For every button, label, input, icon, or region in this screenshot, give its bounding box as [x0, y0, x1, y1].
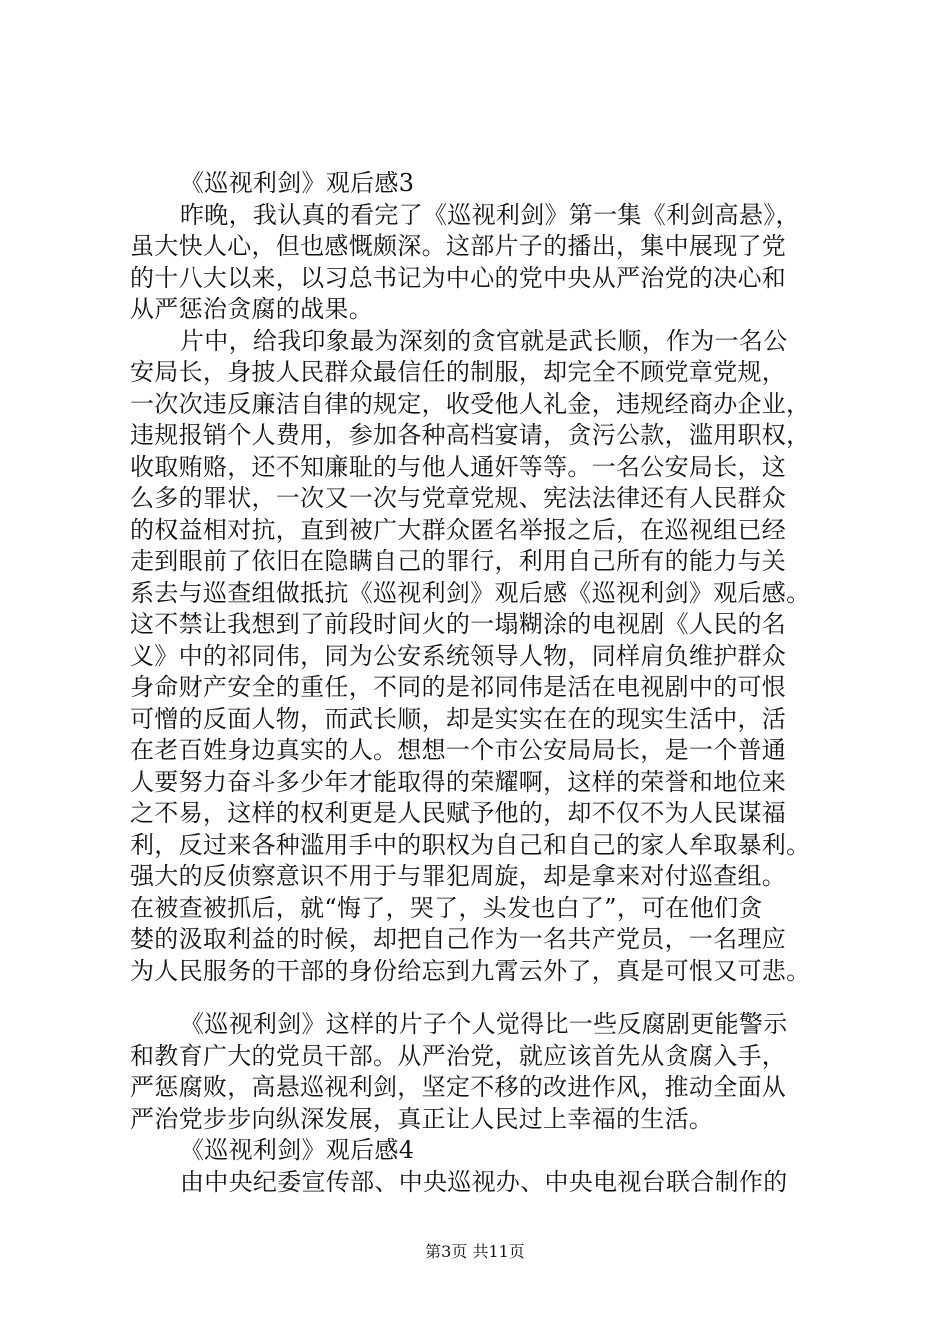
paragraph-line: 婪的汲取利益的时候，却把自己作为一名共产党员，一名理应 — [130, 925, 787, 953]
paragraph-line: 片中，给我印象最为深刻的贪官就是武长顺，作为一名公 — [180, 326, 788, 355]
paragraph-line: 一次次违反廉洁自律的规定，收受他人礼金，违规经商办企业， — [130, 389, 811, 418]
paragraph-gap — [130, 987, 830, 1009]
paragraph-line: 由中央纪委宣传部、中央巡视办、中央电视台联合制作的 — [180, 1167, 788, 1196]
page-number-footer: 第3页 共11页 — [425, 1242, 525, 1261]
paragraph-line: 走到眼前了依旧在隐瞒自己的罪行，利用自己所有的能力与关 — [130, 547, 787, 575]
paragraph-line: 为人民服务的干部的身份给忘到九霄云外了，真是可恨又可悲。 — [130, 956, 811, 985]
paragraph-line: 《巡视利剑》这样的片子个人觉得比一些反腐剧更能警示 — [180, 1010, 788, 1038]
paragraph-line: 的权益相对抗，直到被广大群众匿名举报之后，在巡视组已经 — [130, 515, 787, 544]
paragraph-line: 身命财产安全的重任，不同的是祁同伟是活在电视剧中的可恨 — [130, 673, 787, 701]
paragraph-line: 严治党步步向纵深发展，真正让人民过上幸福的生活。 — [130, 1104, 714, 1133]
paragraph-line: 虽大快人心，但也感慨颇深。这部片子的播出，集中展现了党 — [130, 232, 787, 260]
paragraph-line: 和教育广大的党员干部。从严治党，就应该首先从贪腐入手， — [130, 1041, 787, 1070]
paragraph-line: 可憎的反面人物，而武长顺，却是实实在在的现实生活中，活 — [130, 704, 787, 733]
paragraph-line: 昨晚，我认真的看完了《巡视利剑》第一集《利剑高悬》， — [180, 200, 800, 229]
paragraph-line: 安局长，身披人民群众最信任的制服，却完全不顾党章党规， — [130, 358, 787, 386]
paragraph-line: 义》中的祁同伟，同为公安系统领导人物，同样肩负维护群众 — [130, 641, 787, 670]
section-title: 《巡视利剑》观后感3 — [180, 169, 415, 197]
paragraph-line: 强大的反侦察意识不用于与罪犯周旋，却是拿来对付巡查组。 — [130, 862, 787, 890]
paragraph-line: 收取贿赂，还不知廉耻的与他人通奸等等。一名公安局长，这 — [130, 452, 787, 481]
paragraph-line: 违规报销个人费用，参加各种高档宴请，贪污公款，滥用职权， — [130, 421, 811, 449]
paragraph-line: 系去与巡查组做抵抗《巡视利剑》观后感《巡视利剑》观后感。 — [130, 578, 811, 607]
paragraph-line: 从严惩治贪腐的战果。 — [130, 295, 373, 323]
document-body — [130, 168, 830, 1198]
paragraph-line: 利，反过来各种滥用手中的职权为自己和自己的家人牟取暴利。 — [130, 830, 811, 859]
paragraph-line: 的十八大以来，以习总书记为中心的党中央从严治党的决心和 — [130, 263, 787, 292]
paragraph-line: 严惩腐败，高悬巡视利剑，坚定不移的改进作风，推动全面从 — [130, 1073, 787, 1101]
section-title: 《巡视利剑》观后感4 — [180, 1136, 415, 1164]
paragraph-line: 这不禁让我想到了前段时间火的一塌糊涂的电视剧《人民的名 — [130, 610, 787, 638]
paragraph-line: 人要努力奋斗多少年才能取得的荣耀啊，这样的荣誉和地位来 — [130, 767, 787, 796]
paragraph-line: 在老百姓身边真实的人。想想一个市公安局局长，是一个普通 — [130, 736, 787, 764]
paragraph-line: 之不易，这样的权利更是人民赋予他的，却不仅不为人民谋福 — [130, 799, 787, 827]
paragraph-line: 在被查被抓后，就“悔了，哭了，头发也白了”，可在他们贪 — [130, 893, 763, 922]
paragraph-line: 么多的罪状，一次又一次与党章党规、宪法法律还有人民群众 — [130, 484, 787, 512]
